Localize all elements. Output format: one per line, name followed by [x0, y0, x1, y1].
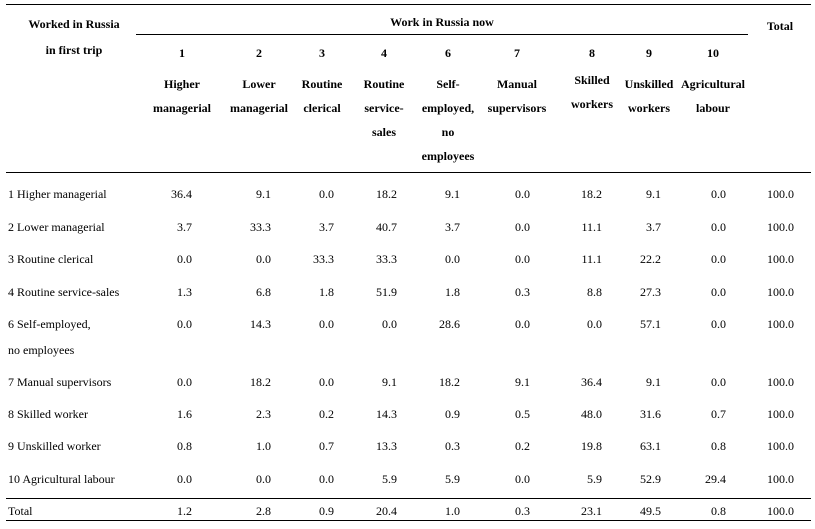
table-cell: 9.1 [382, 375, 397, 389]
table-cell: 0.0 [256, 472, 271, 486]
table-cell: 0.0 [711, 375, 726, 389]
column-number-6: 6 [445, 46, 451, 60]
row-total-cell: 100.0 [767, 407, 794, 421]
table-cell: 1.3 [177, 285, 192, 299]
column-label-2-line-1: Lower [242, 77, 276, 91]
column-label-2-line-2: managerial [230, 101, 288, 115]
row-label: 10 Agricultural labour [8, 472, 115, 486]
row-label: 9 Unskilled worker [8, 439, 101, 453]
table-cell: 3.7 [646, 220, 661, 234]
table-cell: 11.1 [581, 220, 602, 234]
table-cell: 18.2 [581, 187, 602, 201]
table-cell: 9.1 [515, 375, 530, 389]
table-cell: 1.0 [256, 439, 271, 453]
table-cell: 0.0 [711, 317, 726, 331]
table-cell: 1.8 [445, 285, 460, 299]
column-number-1: 1 [179, 46, 185, 60]
row-total-cell: 100.0 [767, 317, 794, 331]
table-cell: 11.1 [581, 252, 602, 266]
table-cell: 0.0 [319, 375, 334, 389]
table-cell: 0.0 [515, 220, 530, 234]
table-cell: 9.1 [646, 375, 661, 389]
column-number-4: 4 [381, 46, 387, 60]
row-header-line-2: in first trip [45, 43, 103, 57]
total-row-rule [6, 498, 811, 499]
total-header: Total [766, 19, 794, 33]
column-label-6-line-1: Self- [436, 77, 460, 91]
group-header-rule [136, 34, 748, 35]
table-cell: 18.2 [250, 375, 271, 389]
table-cell: 52.9 [640, 472, 661, 486]
table-cell: 8.8 [587, 285, 602, 299]
row-total-cell: 100.0 [767, 252, 794, 266]
column-number-8: 8 [589, 46, 595, 60]
column-number-3: 3 [319, 46, 325, 60]
table-cell: 0.0 [177, 317, 192, 331]
table-cell: 0.0 [445, 252, 460, 266]
column-label-7-line-2: supervisors [487, 101, 547, 115]
table-cell: 0.7 [319, 439, 334, 453]
table-cell: 20.4 [376, 504, 397, 518]
table-cell: 0.0 [319, 317, 334, 331]
row-total-cell: 100.0 [767, 439, 794, 453]
group-header: Work in Russia now [390, 15, 494, 29]
row-total-cell: 100.0 [767, 375, 794, 389]
column-number-7: 7 [514, 46, 520, 60]
row-label: 7 Manual supervisors [8, 375, 112, 389]
table-cell: 1.0 [445, 504, 460, 518]
column-label-7-line-1: Manual [496, 77, 537, 91]
table-cell: 36.4 [581, 375, 602, 389]
table-cell: 0.3 [445, 439, 460, 453]
column-label-6-line-3: no [441, 125, 455, 139]
row-label: 1 Higher managerial [8, 187, 107, 201]
column-label-6-line-4: employees [421, 149, 475, 163]
table-cell: 9.1 [646, 187, 661, 201]
row-label: 3 Routine clerical [8, 252, 94, 266]
table-cell: 3.7 [445, 220, 460, 234]
table-cell: 0.0 [382, 317, 397, 331]
table-cell: 2.3 [256, 407, 271, 421]
table-cell: 14.3 [376, 407, 397, 421]
table-cell: 57.1 [640, 317, 661, 331]
table-cell: 0.9 [319, 504, 334, 518]
bottom-rule [6, 520, 811, 521]
column-label-10-line-1: Agricultural [681, 77, 745, 91]
row-total-cell: 100.0 [767, 285, 794, 299]
table-cell: 0.3 [515, 504, 530, 518]
table-cell: 33.3 [376, 252, 397, 266]
row-label: 8 Skilled worker [8, 407, 88, 421]
column-number-10: 10 [707, 46, 719, 60]
table-cell: 19.8 [581, 439, 602, 453]
table-cell: 0.7 [711, 407, 726, 421]
table-cell: 0.3 [515, 285, 530, 299]
table-cell: 2.8 [256, 504, 271, 518]
table-cell: 1.8 [319, 285, 334, 299]
column-label-8-line-2: workers [571, 97, 613, 111]
table-cell: 31.6 [640, 407, 661, 421]
table-cell: 18.2 [439, 375, 460, 389]
table-cell: 49.5 [640, 504, 661, 518]
column-label-8-line-1: Skilled [574, 73, 610, 87]
column-number-2: 2 [256, 46, 262, 60]
row-total-cell: 100.0 [767, 504, 794, 518]
table-cell: 0.0 [711, 187, 726, 201]
row-label: 4 Routine service-sales [8, 285, 120, 299]
row-label: Total [8, 504, 33, 518]
table-cell: 0.0 [515, 317, 530, 331]
column-label-4-line-3: sales [372, 125, 396, 139]
table-cell: 22.2 [640, 252, 661, 266]
table-cell: 0.9 [445, 407, 460, 421]
column-label-6-line-2: employed, [421, 101, 475, 115]
table-cell: 27.3 [640, 285, 661, 299]
table-cell: 3.7 [319, 220, 334, 234]
table-cell: 33.3 [313, 252, 334, 266]
table-cell: 9.1 [445, 187, 460, 201]
table-cell: 63.1 [640, 439, 661, 453]
table-cell: 0.8 [711, 439, 726, 453]
table-cell: 3.7 [177, 220, 192, 234]
column-label-3-line-1: Routine [301, 77, 343, 91]
table-cell: 6.8 [256, 285, 271, 299]
table-cell: 0.2 [515, 439, 530, 453]
table-cell: 1.2 [177, 504, 192, 518]
table-cell: 0.2 [319, 407, 334, 421]
table-cell: 0.8 [711, 504, 726, 518]
table-cell: 0.0 [515, 472, 530, 486]
table-cell: 0.0 [177, 252, 192, 266]
table-cell: 36.4 [171, 187, 192, 201]
table-cell: 0.0 [711, 252, 726, 266]
column-label-9-line-2: workers [628, 101, 670, 115]
column-label-9-line-1: Unskilled [624, 77, 674, 91]
table-cell: 0.5 [515, 407, 530, 421]
column-label-4-line-2: service- [364, 101, 404, 115]
table-cell: 0.0 [711, 285, 726, 299]
table-cell: 1.6 [177, 407, 192, 421]
table-cell: 5.9 [445, 472, 460, 486]
header-bottom-rule [6, 172, 811, 173]
table-cell: 5.9 [382, 472, 397, 486]
column-label-1-line-2: managerial [153, 101, 211, 115]
table-cell: 0.0 [515, 187, 530, 201]
row-total-cell: 100.0 [767, 472, 794, 486]
table-cell: 0.0 [319, 187, 334, 201]
table-cell: 0.0 [256, 252, 271, 266]
column-label-1-line-1: Higher [164, 77, 200, 91]
table-cell: 14.3 [250, 317, 271, 331]
table-cell: 9.1 [256, 187, 271, 201]
row-total-cell: 100.0 [767, 187, 794, 201]
table-cell: 51.9 [376, 285, 397, 299]
table-cell: 0.0 [515, 252, 530, 266]
table-cell: 40.7 [376, 220, 397, 234]
table-cell: 23.1 [581, 504, 602, 518]
table-cell: 13.3 [376, 439, 397, 453]
table-cell: 48.0 [581, 407, 602, 421]
table-cell: 0.0 [587, 317, 602, 331]
column-label-4-line-1: Routine [363, 77, 405, 91]
table-cell: 0.0 [177, 375, 192, 389]
row-label: no employees [8, 343, 75, 357]
table-cell: 0.8 [177, 439, 192, 453]
table-cell: 5.9 [587, 472, 602, 486]
table-cell: 18.2 [376, 187, 397, 201]
row-label: 6 Self-employed, [8, 317, 91, 331]
top-rule [6, 4, 811, 5]
table-cell: 29.4 [705, 472, 726, 486]
table-cell: 0.0 [319, 472, 334, 486]
row-header-line-1: Worked in Russia [28, 17, 120, 31]
table-cell: 0.0 [177, 472, 192, 486]
column-label-10-line-2: labour [695, 101, 730, 115]
table-cell: 28.6 [439, 317, 460, 331]
column-label-3-line-2: clerical [303, 101, 341, 115]
row-total-cell: 100.0 [767, 220, 794, 234]
column-number-9: 9 [646, 46, 652, 60]
table-cell: 0.0 [711, 220, 726, 234]
row-label: 2 Lower managerial [8, 220, 105, 234]
table-cell: 33.3 [250, 220, 271, 234]
